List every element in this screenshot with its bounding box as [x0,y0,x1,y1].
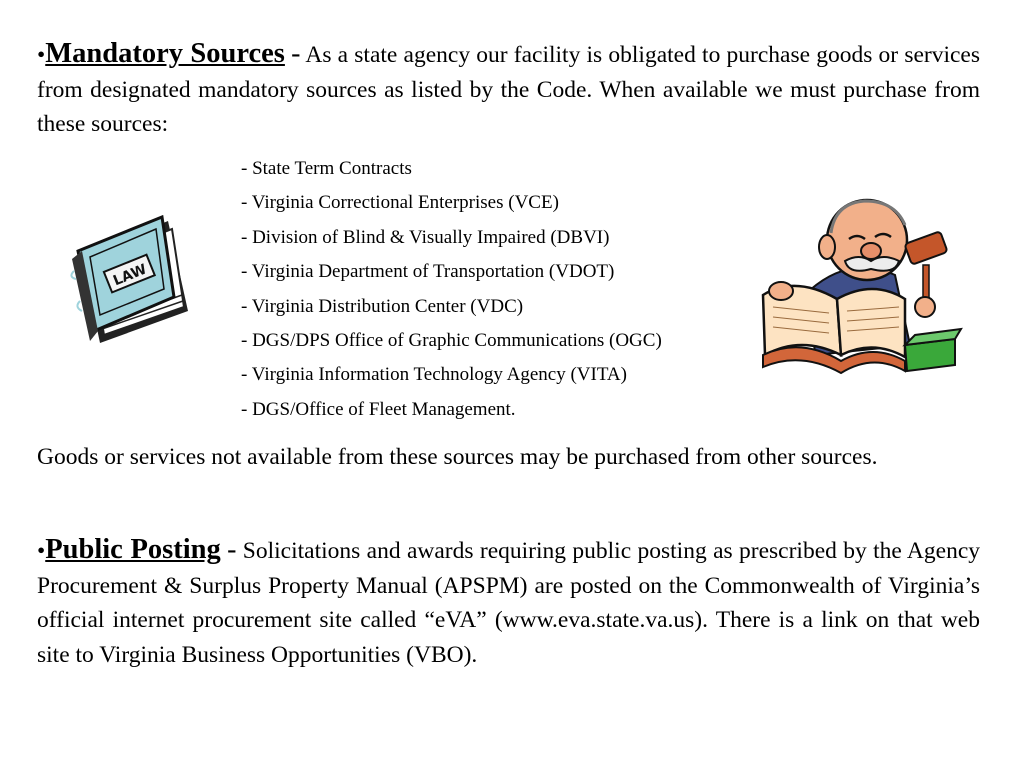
law-book-icon [70,215,195,345]
mandatory-sources-list [241,155,662,430]
public-posting-text: Solicitations and awards requiring public posting as prescribed by the Agency Procurement & Surplus Property Manual (APSPM) are posted on the Commonwealth of Virginia’s official internet procurement site called “eVA” (www.eva.state.va.us). There is a link on that web site to Virginia Business Opportunities (VBO). [37,538,981,668]
goods-paragraph: Goods or services not available from these sources may be purchased from other sources. [37,444,878,470]
mandatory-sources-heading: Mandatory Sources [45,38,285,69]
list-item: - Division of Blind & Visually Impaired (DBVI) [241,226,610,248]
list-item: - DGS/Office of Fleet Management. [241,398,516,420]
list-item: - DGS/DPS Office of Graphic Communications (OGC) [241,329,662,351]
list-item: - State Term Contracts [241,158,412,179]
bullet: • [37,538,46,564]
dash: - [291,38,301,69]
dash: - [227,534,237,565]
mandatory-sources-text: As a state agency our facility is obligated to purchase goods or services from designated mandatory sources as listed by the Code. When available we must purchase from these sources: [37,42,981,137]
list-item: - Virginia Department of Transportation (VDOT) [241,261,615,283]
list-item: - Virginia Distribution Center (VDC) [241,295,524,317]
law-label: LAW [111,261,150,290]
list-item: - Virginia Correctional Enterprises (VCE) [241,192,559,214]
bullet: • [37,42,46,68]
public-posting-heading: Public Posting [45,534,221,565]
judge-with-gavel-icon [755,195,965,380]
list-item: - Virginia Information Technology Agency (VITA) [241,364,627,386]
public-posting-paragraph [37,533,980,672]
mandatory-sources-paragraph [37,37,980,142]
